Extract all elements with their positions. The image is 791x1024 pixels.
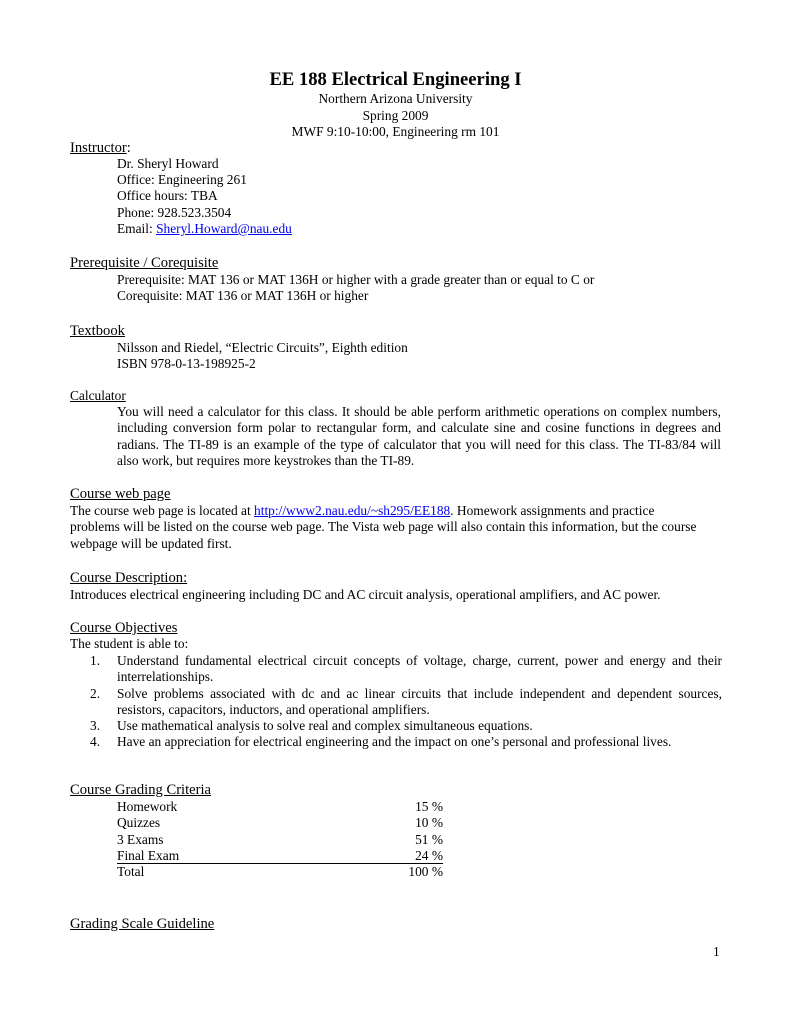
grading-item: Total	[117, 864, 145, 880]
course-url-link[interactable]: http://www2.nau.edu/~sh295/EE188	[254, 503, 451, 518]
instructor-office-hours: Office hours: TBA	[117, 188, 218, 203]
schedule: MWF 9:10-10:00, Engineering rm 101	[291, 124, 500, 139]
instructor-office: Office: Engineering 261	[117, 172, 247, 187]
description-text: Introduces electrical engineering including DC and AC circuit analysis, operational amplifiers, and AC power.	[70, 587, 661, 602]
coreq-line: Corequisite: MAT 136 or MAT 136H or higher	[117, 288, 369, 303]
grading-heading: Course Grading Criteria	[70, 782, 212, 798]
grading-row	[117, 848, 443, 864]
email-label: Email:	[117, 221, 157, 236]
objective-text: Solve problems associated with dc and ac linear circuits that include independent and dependent sources, resistors, capacitors, inductors, and operational amplifiers.	[117, 685, 722, 717]
webpage-text-before: The course web page is located at	[70, 503, 255, 518]
email-link[interactable]: Sheryl.Howard@nau.edu	[156, 221, 292, 236]
page-number: 1	[713, 944, 720, 959]
objectives-heading: Course Objectives	[70, 620, 178, 636]
objective-text: Understand fundamental electrical circuit concepts of voltage, charge, current, power and energy and their interrelationships.	[117, 653, 722, 685]
webpage-text-after: . Homework assignments and practice problems will be listed on the course web page. The Vista web page will also contain this information, but the course webpage will be updated first.	[70, 503, 697, 551]
prereq-heading: Prerequisite / Corequisite	[70, 255, 219, 271]
calculator-text: You will need a calculator for this class. It should be able perform arithmetic operations on complex numbers, including conversion form polar to rectangular form, and calculate sine and cosine functions in degrees and radians. The TI-89 is an example of the type of calculator that you will need for this class. The TI-83/84 will also work, but requires more keystrokes than the TI-89.	[117, 404, 721, 468]
grading-value: 100 %	[408, 864, 443, 880]
grading-item: Homework	[117, 799, 178, 814]
objective-item	[90, 718, 722, 734]
instructor-heading-text: Instructor	[70, 140, 127, 156]
grading-value: 10 %	[415, 815, 443, 831]
objective-item	[90, 734, 722, 750]
objective-item	[90, 653, 722, 686]
webpage-text	[70, 503, 702, 552]
webpage-heading: Course web page	[70, 486, 171, 502]
instructor-phone: Phone: 928.523.3504	[117, 205, 232, 220]
objective-number: 4.	[90, 734, 101, 750]
scale-heading: Grading Scale Guideline	[70, 916, 215, 932]
instructor-heading-colon: :	[126, 140, 131, 156]
prereq-line: Prerequisite: MAT 136 or MAT 136H or higher with a grade greater than or equal to C or	[117, 272, 595, 287]
grading-value: 24 %	[415, 847, 443, 863]
objective-number: 2.	[90, 685, 101, 701]
grading-row	[117, 799, 443, 815]
objective-text: Have an appreciation for electrical engineering and the impact on one’s personal and professional lives.	[117, 734, 672, 750]
course-title: EE 188 Electrical Engineering I	[269, 69, 522, 90]
description-heading: Course Description:	[70, 570, 188, 586]
grading-value: 51 %	[415, 831, 443, 847]
instructor-name: Dr. Sheryl Howard	[117, 156, 219, 171]
objective-number: 1.	[90, 653, 101, 668]
grading-value: 15 %	[415, 799, 443, 814]
calculator-heading: Calculator	[70, 388, 126, 403]
objectives-intro: The student is able to:	[70, 636, 189, 651]
instructor-email-line	[117, 221, 292, 237]
grading-table	[117, 799, 443, 880]
grading-row	[117, 815, 443, 831]
grading-item: 3 Exams	[117, 831, 164, 847]
grading-total-row	[117, 864, 443, 880]
objective-text: Use mathematical analysis to solve real and complex simultaneous equations.	[117, 718, 533, 734]
objectives-list	[90, 653, 722, 751]
objective-number: 3.	[90, 718, 101, 734]
textbook-title: Nilsson and Riedel, “Electric Circuits”, Eighth edition	[117, 340, 408, 355]
grading-row	[117, 832, 443, 848]
objective-item	[90, 686, 722, 719]
term: Spring 2009	[362, 108, 429, 123]
textbook-heading: Textbook	[70, 323, 125, 339]
grading-item: Quizzes	[117, 815, 161, 831]
textbook-isbn: ISBN 978-0-13-198925-2	[117, 356, 256, 371]
university: Northern Arizona University	[318, 91, 473, 106]
grading-item: Final Exam	[117, 847, 180, 863]
instructor-heading	[70, 140, 131, 156]
